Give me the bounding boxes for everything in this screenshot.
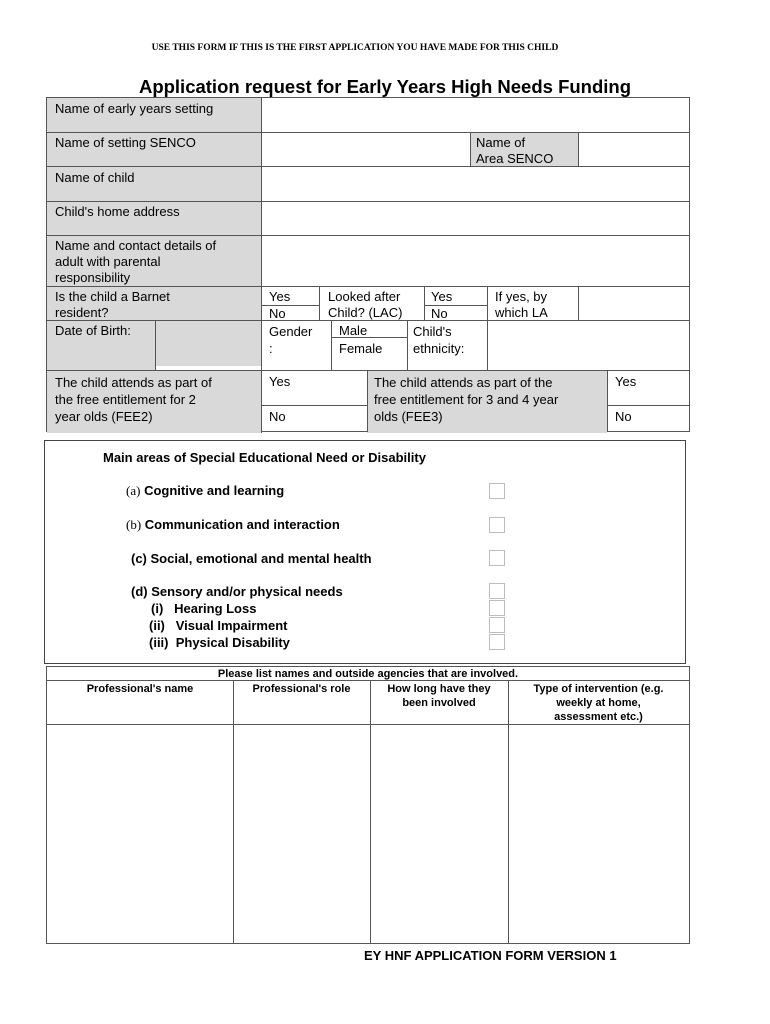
professional-role-field[interactable] <box>235 726 369 943</box>
cognitive-checkbox[interactable] <box>489 483 505 499</box>
agencies-table <box>46 666 690 944</box>
page-title: Application request for Early Years High Needs Funding <box>138 76 632 97</box>
col-involvement-duration: How long have they been involved <box>387 683 491 709</box>
sen-heading: Main areas of Special Educational Need or Disability <box>103 450 426 465</box>
sen-areas-box <box>44 440 686 664</box>
sen-subitem-hearing: (i) Hearing Loss <box>151 601 257 616</box>
barnet-no-option[interactable]: No <box>269 306 286 321</box>
barnet-resident-label: Is the child a Barnet resident? <box>55 289 170 320</box>
area-senco-label: Name of Area SENCO <box>476 135 554 166</box>
lac-no-option[interactable]: No <box>431 306 448 321</box>
form-usage-note: USE THIS FORM IF THIS IS THE FIRST APPLICATION YOU HAVE MADE FOR THIS CHILD <box>151 43 559 53</box>
form-version-footer: EY HNF APPLICATION FORM VERSION 1 <box>364 948 617 963</box>
lac-label: Looked after Child? (LAC) <box>328 289 403 320</box>
fee2-label: The child attends as part of the free entitlement for 2 year olds (FEE2) <box>55 375 212 424</box>
setting-name-field[interactable] <box>263 100 687 130</box>
gender-label: Gender : <box>269 324 313 356</box>
gender-female-option[interactable]: Female <box>339 341 383 356</box>
col-professional-name: Professional's name <box>86 683 194 695</box>
home-address-field[interactable] <box>263 203 687 233</box>
child-name-field[interactable] <box>263 168 687 199</box>
parent-contact-label: Name and contact details of adult with parental responsibility <box>55 238 217 285</box>
sen-item-sensory: (d) Sensory and/or physical needs <box>131 584 343 599</box>
sen-subitem-visual: (ii) Visual Impairment <box>149 618 288 633</box>
sen-subitem-physical: (iii) Physical Disability <box>149 635 290 650</box>
fee3-label: The child attends as part of the free entitlement for 3 and 4 year olds (FEE3) <box>374 375 559 424</box>
parent-contact-field[interactable] <box>263 237 687 284</box>
home-address-label: Child's home address <box>55 204 180 219</box>
sen-item-cognitive: (a) Cognitive and learning <box>126 483 285 498</box>
fee2-yes-option[interactable]: Yes <box>269 374 291 389</box>
sen-item-communication: (b) Communication and interaction <box>126 517 340 532</box>
area-senco-field[interactable] <box>580 134 687 164</box>
gender-male-option[interactable]: Male <box>339 323 368 338</box>
which-la-field[interactable] <box>580 288 687 318</box>
communication-checkbox[interactable] <box>489 517 505 533</box>
fee2-no-option[interactable]: No <box>269 409 286 424</box>
barnet-yes-option[interactable]: Yes <box>269 289 291 304</box>
involvement-duration-field[interactable] <box>372 726 507 943</box>
hearing-checkbox[interactable] <box>489 600 505 616</box>
intervention-type-field[interactable] <box>510 726 688 943</box>
fee3-yes-option[interactable]: Yes <box>615 374 637 389</box>
ethnicity-label: Child's ethnicity: <box>413 324 465 356</box>
details-table <box>46 97 690 432</box>
setting-name-label: Name of early years setting <box>55 101 214 116</box>
professional-name-field[interactable] <box>48 726 232 943</box>
sensory-checkbox[interactable] <box>489 583 505 599</box>
lac-yes-option[interactable]: Yes <box>431 289 453 304</box>
which-la-label: If yes, by which LA <box>495 289 548 320</box>
social-checkbox[interactable] <box>489 550 505 566</box>
col-intervention-type: Type of intervention (e.g. weekly at home, assessment etc.) <box>533 683 664 723</box>
physical-checkbox[interactable] <box>489 634 505 650</box>
dob-field[interactable] <box>157 322 259 368</box>
dob-label: Date of Birth: <box>55 323 131 338</box>
fee3-no-option[interactable]: No <box>615 409 632 424</box>
setting-senco-label: Name of setting SENCO <box>55 135 196 150</box>
visual-checkbox[interactable] <box>489 617 505 633</box>
sen-item-social: (c) Social, emotional and mental health <box>131 551 372 566</box>
ethnicity-field[interactable] <box>489 322 687 368</box>
setting-senco-field[interactable] <box>263 134 468 164</box>
agencies-title: Please list names and outside agencies that are involved. <box>217 668 519 680</box>
col-professional-role: Professional's role <box>252 683 351 695</box>
child-name-label: Name of child <box>55 170 135 185</box>
